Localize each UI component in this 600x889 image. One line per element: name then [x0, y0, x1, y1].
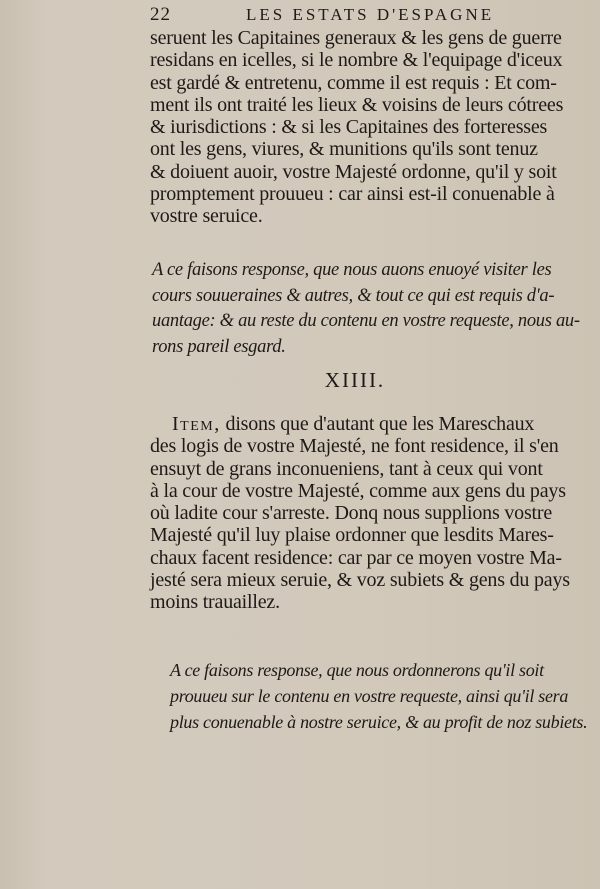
text-line: chaux facent residence: car par ce moyen vostre Ma- [150, 546, 562, 569]
text-line: des logis de vostre Majesté, ne font residence, il s'en [150, 435, 559, 458]
reply-line: rons pareil esgard. [152, 336, 286, 357]
paragraph-continuation [150, 27, 570, 228]
text-line: seruent les Capitaines generaux & les gens de guerre [150, 27, 562, 49]
text-line: & doiuent auoir, vostre Majesté ordonne, qu'il y soit [150, 160, 557, 183]
page-header [150, 4, 560, 26]
section-number: XIIII. [324, 368, 386, 392]
page-number: 22 [150, 4, 171, 25]
text-line: residans en icelles, si le nombre & l'equipage d'iceux [150, 49, 563, 72]
reply-line: A ce faisons response, que nous ordonnerons qu'il soit [170, 660, 544, 680]
text-line: Majesté qu'il luy plaise ordonner que lesdits Mares- [150, 524, 554, 547]
text-line: jesté sera mieux seruie, & voz subiets & gens du pays [150, 569, 570, 592]
text-line: où ladite cour s'arreste. Donq nous supplions vostre [150, 502, 553, 525]
reply-line: A ce faisons response, que nous auons enuoyé visiter les [152, 260, 552, 280]
text-line: ont les gens, viures, & munitions qu'ils sont tenuz [150, 138, 538, 161]
reply-line: uantage: & au reste du contenu en vostre requeste, nous au- [152, 311, 580, 331]
royal-reply-1 [152, 258, 580, 360]
text-line [150, 413, 570, 435]
text-line: moins trauaillez. [150, 591, 280, 614]
running-title: LES ESTATS D'ESPAGNE [246, 5, 495, 24]
lead-word: Item, [172, 413, 221, 435]
text-line: & iurisdictions : & si les Capitaines des forteresses [150, 116, 548, 139]
text-line: est gardé & entretenu, comme il est requis : Et com- [150, 71, 557, 94]
reply-line: cours souueraines & autres, & tout ce qui est requis d'a- [152, 285, 555, 306]
text-line: promptement prouueu : car ainsi est-il conuenable à [150, 183, 555, 206]
text-line: à la cour de vostre Majesté, comme aux gens du pays [150, 479, 566, 502]
text-line: ensuyt de grans inconueniens, tant à ceux qui vont [150, 457, 543, 480]
text-line: ment ils ont traité les lieux & voisins de leurs cótrees [150, 93, 564, 116]
reply-line: plus conuenable à nostre seruice, & au profit de noz subiets. [170, 712, 588, 732]
reply-line: prouueu sur le contenu en vostre requeste, ainsi qu'il sera [170, 686, 569, 706]
royal-reply-2 [170, 657, 588, 735]
first-line-rest: disons que d'autant que les Mareschaux [220, 413, 535, 435]
text-line: vostre seruice. [150, 205, 263, 228]
paragraph-article [150, 413, 570, 614]
